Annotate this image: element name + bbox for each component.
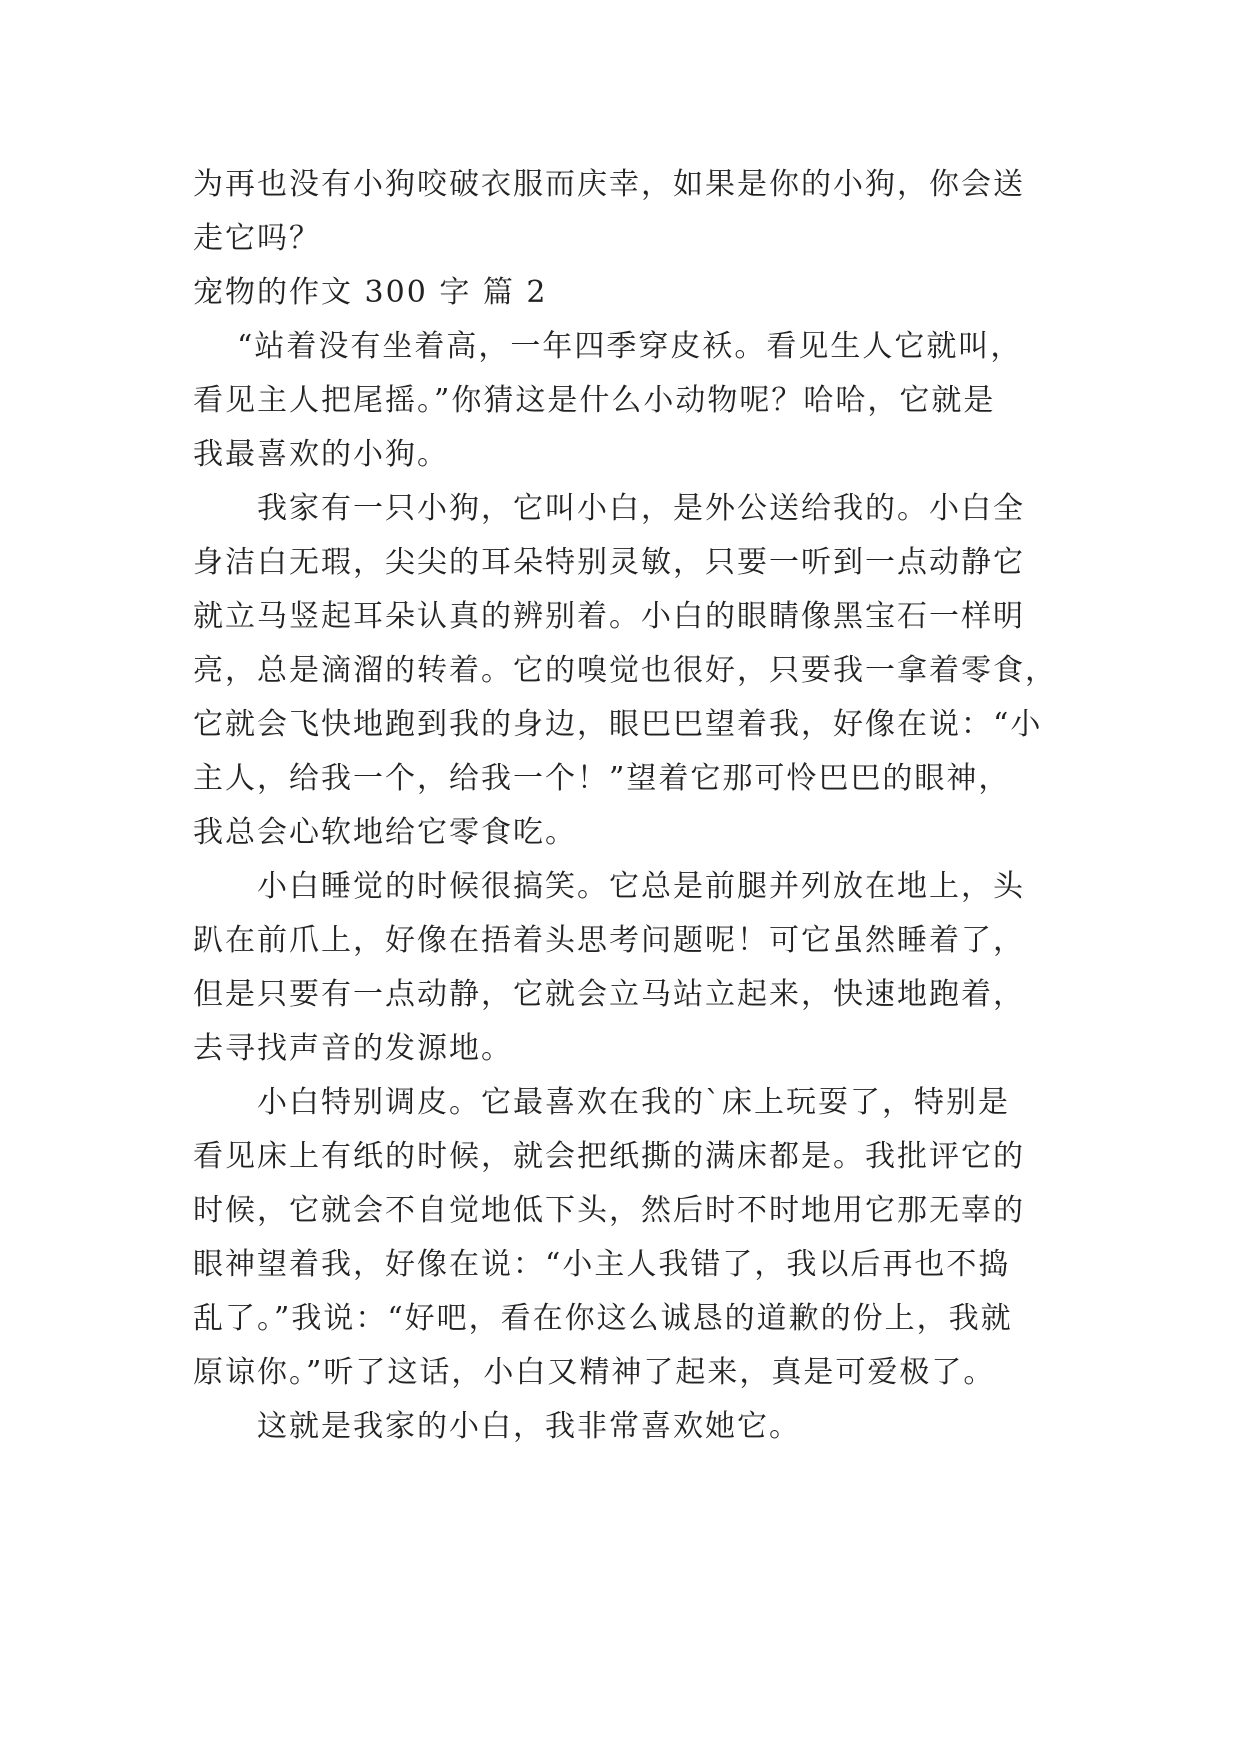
text-line: 但是只要有一点动静，它就会立马站立起来，快速地跑着，	[193, 977, 1025, 1012]
document-body	[193, 158, 1073, 1454]
text-line: 为再也没有小狗咬破衣服而庆幸，如果是你的小狗，你会送	[193, 167, 1025, 202]
text-line: 身洁白无瑕，尖尖的耳朵特别灵敏，只要一听到一点动静它	[193, 545, 1025, 580]
text-line: 时候，它就会不自觉地低下头，然后时不时地用它那无辜的	[193, 1193, 1025, 1228]
text-line: 主人，给我一个，给我一个！”望着它那可怜巴巴的眼神，	[193, 761, 1011, 796]
text-line: 去寻找声音的发源地。	[193, 1031, 513, 1066]
text-line: 原谅你。”听了这话，小白又精神了起来，真是可爱极了。	[193, 1355, 996, 1390]
section-heading: 宠物的作文 300 字 篇 2	[193, 275, 548, 310]
text-line: 我家有一只小狗，它叫小白，是外公送给我的。小白全	[257, 491, 1025, 526]
text-line: 眼神望着我，好像在说：“小主人我错了，我以后再也不捣	[193, 1247, 1011, 1282]
text-line: 看见床上有纸的时候，就会把纸撕的满床都是。我批评它的	[193, 1139, 1025, 1174]
text-line: 走它吗？	[193, 221, 321, 256]
text-line: 趴在前爪上，好像在捂着头思考问题呢！可它虽然睡着了，	[193, 923, 1025, 958]
text-line: 看见主人把尾摇。”你猜这是什么小动物呢？哈哈，它就是	[193, 383, 996, 418]
text-line: 我总会心软地给它零食吃。	[193, 815, 577, 850]
text-line: 它就会飞快地跑到我的身边，眼巴巴望着我，好像在说：“小	[193, 707, 1043, 742]
text-line: 就立马竖起耳朵认真的辨别着。小白的眼睛像黑宝石一样明	[193, 599, 1025, 634]
text-line: 我最喜欢的小狗。	[193, 437, 449, 472]
text-line: 这就是我家的小白，我非常喜欢她它。	[257, 1409, 801, 1444]
text-line: 小白特别调皮。它最喜欢在我的`床上玩耍了，特别是	[257, 1085, 1010, 1120]
text-line: “站着没有坐着高，一年四季穿皮袄。看见生人它就叫，	[237, 329, 1023, 364]
text-line: 亮，总是滴溜的转着。它的嗅觉也很好，只要我一拿着零食，	[193, 653, 1057, 688]
text-line: 小白睡觉的时候很搞笑。它总是前腿并列放在地上，头	[257, 869, 1025, 904]
text-line: 乱了。”我说：“好吧，看在你这么诚恳的道歉的份上，我就	[193, 1301, 1013, 1336]
